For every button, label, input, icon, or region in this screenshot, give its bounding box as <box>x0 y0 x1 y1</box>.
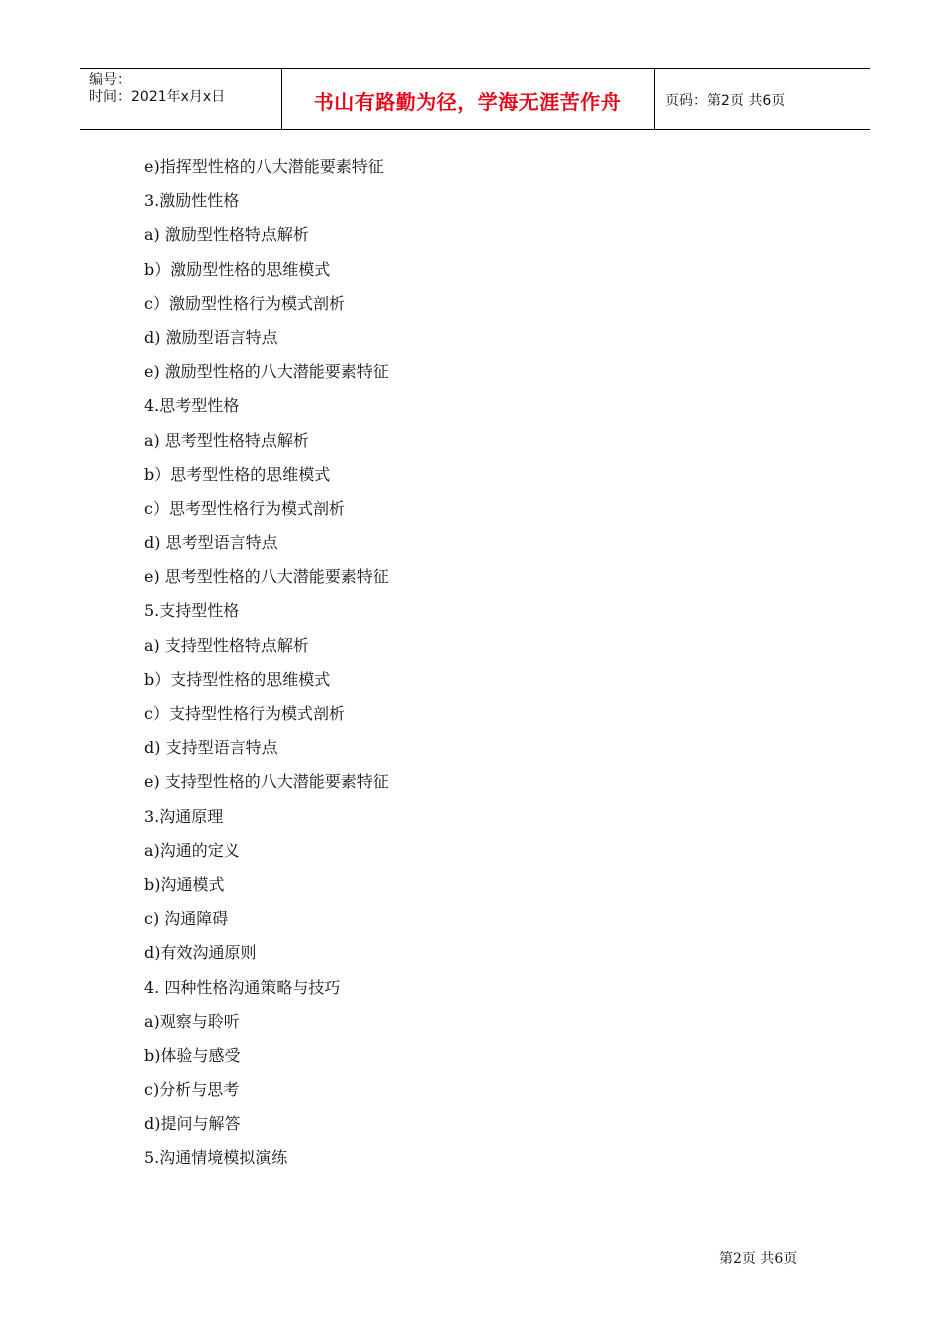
outline-line: c) 沟通障碍 <box>144 909 229 929</box>
outline-line: c)分析与思考 <box>144 1080 240 1100</box>
outline-line: e) 支持型性格的八大潜能要素特征 <box>144 772 389 792</box>
header-page-info: 页码：第2页 共6页 <box>665 93 786 109</box>
outline-line: b）支持型性格的思维模式 <box>144 669 331 689</box>
outline-line: 3.沟通原理 <box>144 806 224 826</box>
outline-line: b）激励型性格的思维模式 <box>144 259 331 279</box>
outline-line: 4.思考型性格 <box>144 396 240 416</box>
outline-line: c）激励型性格行为模式剖析 <box>144 293 345 313</box>
outline-line: a)沟通的定义 <box>144 840 240 860</box>
document-date: 时间：2021年x月x日 <box>89 89 226 105</box>
outline-list <box>144 154 389 1180</box>
page-footer: 第2页 共6页 <box>719 1251 798 1267</box>
outline-line: b）思考型性格的思维模式 <box>144 464 331 484</box>
outline-line: e)指挥型性格的八大潜能要素特征 <box>144 157 384 176</box>
outline-line: b)沟通模式 <box>144 874 225 894</box>
outline-line: d)提问与解答 <box>144 1114 241 1134</box>
header-divider-right <box>654 69 655 129</box>
outline-line: 3.激励性性格 <box>144 191 240 211</box>
header-motto: 书山有路勤为径，学海无涯苦作舟 <box>313 90 622 114</box>
document-number-label: 编号： <box>89 72 131 88</box>
outline-line: a)观察与聆听 <box>144 1011 240 1031</box>
outline-line: 5.沟通情境模拟演练 <box>144 1148 288 1168</box>
outline-line: a) 激励型性格特点解析 <box>144 225 309 245</box>
outline-line: e) 激励型性格的八大潜能要素特征 <box>144 362 389 382</box>
outline-line: 4. 四种性格沟通策略与技巧 <box>144 977 341 997</box>
page-header <box>80 68 870 130</box>
outline-line: d) 思考型语言特点 <box>144 533 278 553</box>
outline-line: d)有效沟通原则 <box>144 943 257 963</box>
outline-line: c）思考型性格行为模式剖析 <box>144 498 345 518</box>
outline-line: a) 支持型性格特点解析 <box>144 635 309 655</box>
outline-line: b)体验与感受 <box>144 1045 241 1065</box>
outline-line: 5.支持型性格 <box>144 601 240 621</box>
outline-line: c）支持型性格行为模式剖析 <box>144 704 345 723</box>
outline-line: e) 思考型性格的八大潜能要素特征 <box>144 567 389 587</box>
outline-line: d) 支持型语言特点 <box>144 738 278 758</box>
outline-line: d) 激励型语言特点 <box>144 327 278 347</box>
outline-line: a) 思考型性格特点解析 <box>144 430 309 450</box>
header-meta <box>89 72 225 106</box>
